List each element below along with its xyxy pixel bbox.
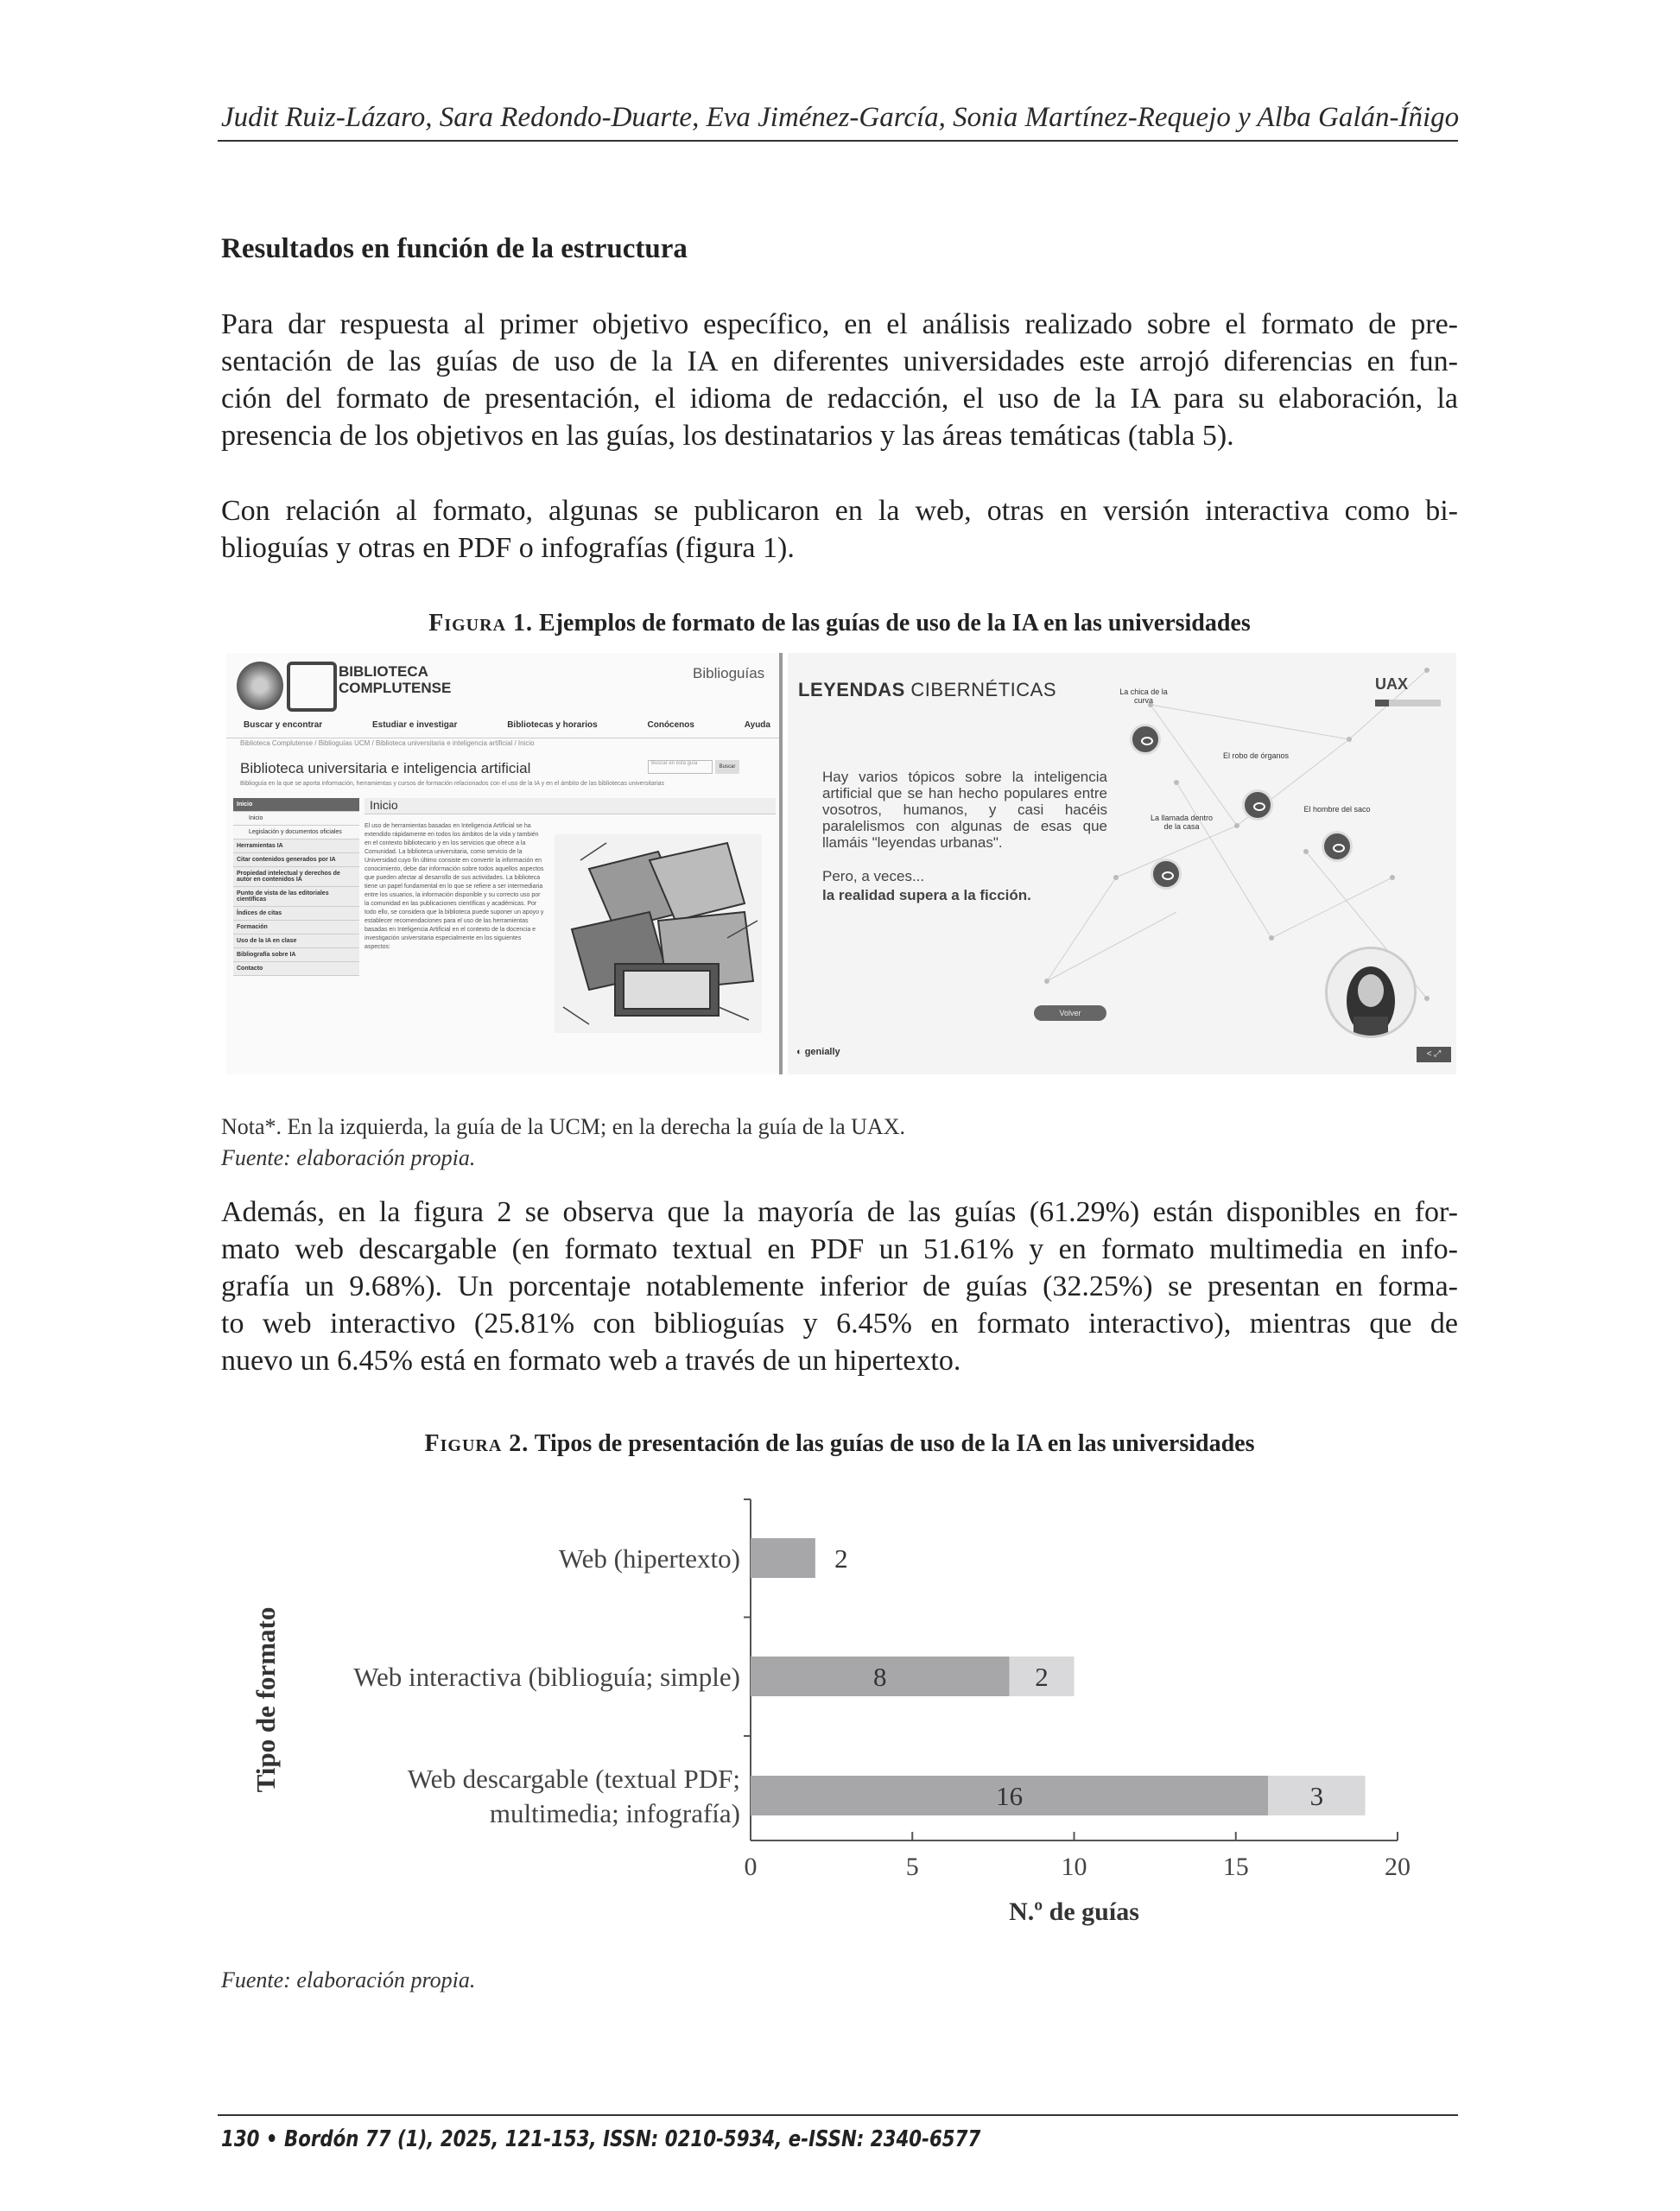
paragraph-line: Para dar respuesta al primer objetivo específico, en el análisis realizado sobre el formato de pre- <box>221 308 1458 340</box>
figure-1-label: Figura 1. <box>428 610 534 637</box>
footer-citation: 130 • Bordón 77 (1), 2025, 121-153, ISSN: 0210-5934, e-ISSN: 2340-6577 <box>221 2126 981 2152</box>
ucm-sidebar-item: Bibliografía sobre IA <box>233 948 359 962</box>
x-tick-label: 20 <box>1385 1853 1411 1881</box>
genially-logo: ◐ genially <box>796 1047 840 1057</box>
x-tick-label: 10 <box>1061 1853 1087 1881</box>
category-label: Web (hipertexto) <box>558 1543 740 1574</box>
uax-logo: UAX <box>1375 675 1409 693</box>
ucm-page-title: Biblioteca universitaria e inteligencia artificial <box>240 760 531 776</box>
ucm-search-input: Buscar en esta guía <box>648 760 713 774</box>
ucm-sidebar-item: Índices de citas <box>233 907 359 921</box>
node-label-curva: La chica de la curva <box>1119 687 1168 705</box>
ucm-sidebar-item: Citar contenidos generados por IA <box>233 853 359 867</box>
genially-text: genially <box>804 1047 840 1057</box>
ucm-search-button: Buscar <box>715 760 739 774</box>
ucm-sidebar-item: Contacto <box>233 962 359 976</box>
nav-item: Buscar y encontrar <box>244 720 323 730</box>
node-label-saco: El hombre del saco <box>1303 805 1371 814</box>
node-label-llamada: La llamada dentro de la casa <box>1150 814 1214 831</box>
running-header-authors: Judit Ruiz-Lázaro, Sara Redondo-Duarte, Eva Jiménez-García, Sonia Martínez-Requejo y Alba Galán-Íñigo <box>221 102 1460 133</box>
bar-data-label: 16 <box>996 1781 1024 1811</box>
breadcrumb: Biblioteca Complutense / Biblioguías UCM / Biblioteca universitaria e inteligencia artificial / Inicio <box>240 739 535 747</box>
ucm-body-text: El uso de herramientas basadas en Inteligencia Artificial se ha extendido rápidamente en todos los ámbitos de la vida y también en el contexto bibliotecario y en los servicios que ofrece a la Comunidad. La biblioteca universitaria, como servicio de la Universidad cuyo fin último consiste en convertir la información en conocimiento, debe dar información sobre todos aquellos aspectos que pueden afectar al desarrollo de sus actividades. La biblioteca tiene un papel fundamental en lo que se refiere a ser intermediaria entre los usuarios, la información disponible y su correcto uso por la comunidad en las publicaciones científicas y académicas. Por todo ello, se considera que la biblioteca puede suponer un apoyo y establecer recomendaciones para el uso de las herramientas basadas en Inteligencia Artificial en el contexto de la docencia e investigación universitaria especialmente en los siguientes aspectos: <box>365 823 544 950</box>
x-tick-label: 0 <box>744 1853 758 1881</box>
bar-data-label: 2 <box>1035 1662 1049 1692</box>
ucm-sidebar-item: Herramientas IA <box>233 839 359 853</box>
y-axis-title: Tipo de formato <box>250 1606 281 1793</box>
ucm-sidebar-item: Propiedad intelectual y derechos de autor en contenidos IA <box>233 867 359 887</box>
share-fullscreen-icon: < ⤢ <box>1417 1047 1451 1062</box>
section-heading: Resultados en función de la estructura <box>221 233 688 264</box>
bar-data-label: 3 <box>1309 1781 1324 1811</box>
bar-data-label: 8 <box>873 1662 887 1692</box>
pero-line: Pero, a veces... <box>822 868 925 884</box>
paragraph-line: nuevo un 6.45% está en formato web a través de un hipertexto. <box>221 1345 961 1377</box>
nav-item: Bibliotecas y horarios <box>507 720 598 730</box>
bar-data-label: 2 <box>834 1543 848 1574</box>
category-label: Web descargable (textual PDF; <box>407 1764 740 1794</box>
figure-2-source: Fuente: elaboración propia. <box>221 1967 476 1992</box>
node-label-organos: El robo de órganos <box>1222 751 1290 760</box>
biblioguias-label: Biblioguías <box>693 665 765 681</box>
paragraph-line: grafía un 9.68%). Un porcentaje notablemente inferior de guías (32.25%) se presentan en forma- <box>221 1270 1458 1302</box>
x-axis-title: N.º de guías <box>1009 1897 1139 1926</box>
x-tick-label: 5 <box>905 1853 919 1881</box>
bar-segment <box>751 1538 815 1578</box>
paragraph-line: ción del formato de presentación, el idioma de redacción, el uso de la IA para su elaboración, la <box>221 383 1458 415</box>
paragraph-line: sentación de las guías de uso de la IA en diferentes universidades este arrojó diferencias en fun- <box>221 345 1458 377</box>
ucm-sidebar-item: Inicio <box>233 812 359 826</box>
ucm-sidebar-item: Legislación y documentos oficiales <box>233 826 359 839</box>
category-label: multimedia; infografía) <box>489 1798 740 1828</box>
volver-button: Volver <box>1034 1005 1106 1021</box>
paragraph-line: blioguías y otras en PDF o infografías (figura 1). <box>221 532 795 564</box>
ucm-sidebar-item: Formación <box>233 921 359 934</box>
figure-1-note: Nota*. En la izquierda, la guía de la UCM; en la derecha la guía de la UAX. <box>221 1114 905 1139</box>
ucm-page-subtitle: Biblioguía en la que se aporta información, herramientas y cursos de formación relacionados con el uso de la IA y en el ámbito de las bibliotecas universitarias <box>240 781 665 787</box>
figure-1-title: Ejemplos de formato de las guías de uso de la IA en las universidades <box>539 610 1251 637</box>
figure-1-source: Fuente: elaboración propia. <box>221 1145 476 1170</box>
nav-item: Estudiar e investigar <box>371 720 458 730</box>
x-tick-label: 15 <box>1222 1853 1249 1881</box>
paragraph-line: presencia de los objetivos en las guías, los destinatarios y las áreas temáticas (tabla 5). <box>221 420 1234 452</box>
paragraph-line: Además, en la figura 2 se observa que la mayoría de las guías (61.29%) están disponibles en for- <box>221 1196 1458 1228</box>
ucm-section-header: Inicio <box>365 798 776 814</box>
footer-rule <box>218 2114 1458 2116</box>
paragraph-line: to web interactivo (25.81% con biblioguías y 6.45% en formato interactivo), mientras que de <box>221 1308 1458 1340</box>
ucm-sidebar-item: Punto de vista de las editoriales científicas <box>233 887 359 907</box>
brand-line: BIBLIOTECA <box>339 663 428 680</box>
figure-2-label: Figura 2. <box>424 1430 529 1457</box>
title-bold: LEYENDAS <box>798 679 905 700</box>
nav-item: Ayuda <box>744 720 770 730</box>
ucm-sidebar-item: Inicio <box>233 798 359 812</box>
uax-intro-text: Hay varios tópicos sobre la inteligencia artificial que se han hecho populares entre vosotros, humanos, y casi hacéis paralelismos con algunas de esas que llamáis "leyendas urbanas". <box>822 769 1107 851</box>
brand-line: COMPLUTENSE <box>339 680 452 696</box>
category-label: Web interactiva (biblioguía; simple) <box>353 1662 740 1692</box>
realidad-line: la realidad supera a la ficción. <box>822 887 1031 903</box>
title-light: CIBERNÉTICAS <box>910 679 1057 700</box>
paragraph-line: Con relación al formato, algunas se publicaron en la web, otras en versión interactiva como bi- <box>221 495 1458 527</box>
paragraph-line: mato web descargable (en formato textual en PDF un 51.61% y en formato multimedia en info- <box>221 1233 1458 1265</box>
figure-2-title: Tipos de presentación de las guías de uso de la IA en las universidades <box>534 1430 1255 1457</box>
ucm-sidebar-item: Uso de la IA en clase <box>233 934 359 948</box>
nav-item: Conócenos <box>647 720 694 730</box>
